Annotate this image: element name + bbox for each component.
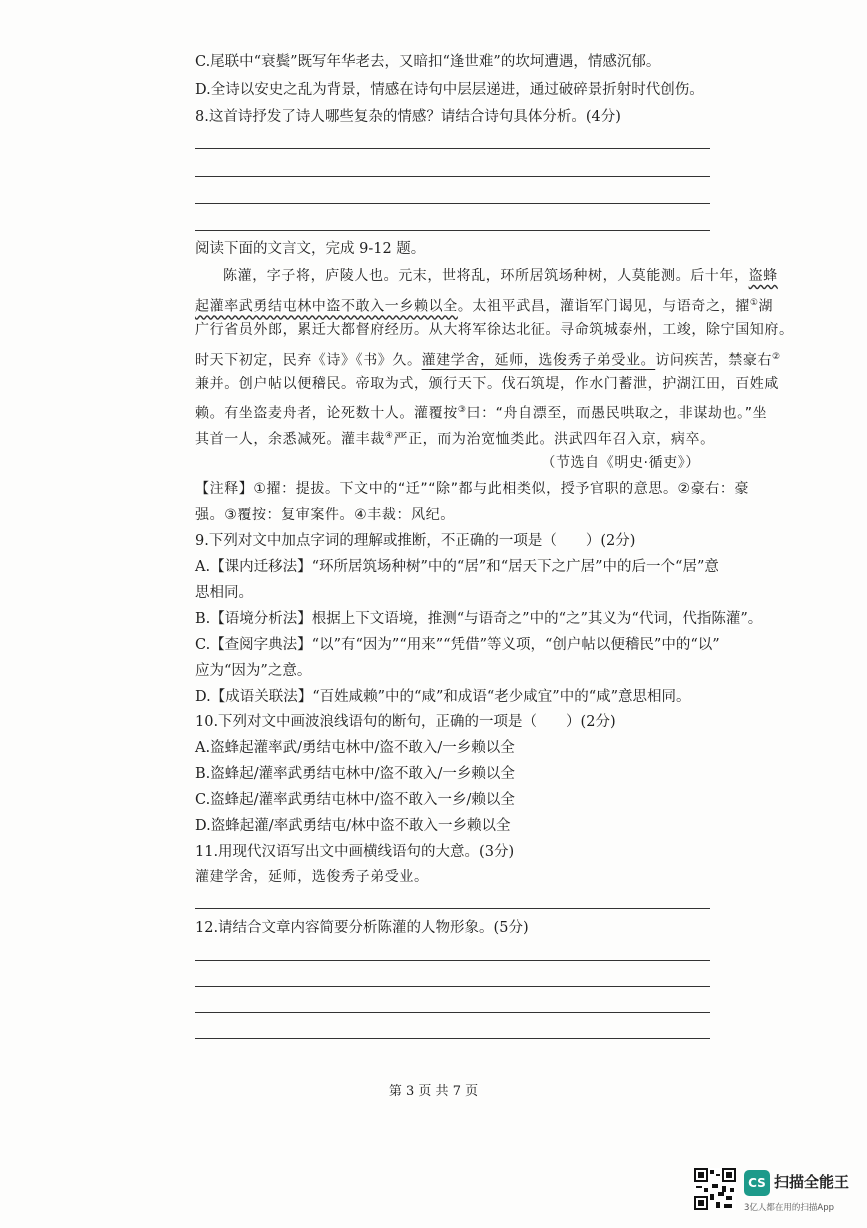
passage-text: 。太祖平武昌，灌诣军门谒见，与语奇之，擢: [457, 298, 750, 315]
wavy-underline-text: 起灌率武勇结屯林中盗不敢入一乡赖以全: [195, 298, 458, 315]
q12-stem: 12.请结合文章内容简要分析陈灌的人物形象。(5分): [195, 920, 529, 936]
answer-line: [195, 230, 710, 231]
camscanner-name: 扫描全能王: [774, 1173, 850, 1191]
answer-line: [195, 176, 710, 177]
wavy-underline-text: 盗蜂: [748, 268, 778, 284]
q7-option-c: C.尾联中“衰鬓”既写年华老去，又暗扣“逢世难”的坎坷遭遇，情感沉郁。: [195, 54, 661, 70]
reading-intro: 阅读下面的文言文，完成 9-12 题。: [195, 241, 426, 257]
qr-code-icon: [694, 1168, 736, 1210]
q9-stem: 9.下列对文中加点字词的理解或推断，不正确的一项是（ ）(2分): [195, 533, 636, 549]
passage-line: [195, 400, 768, 424]
passage-source: （节选自《明史·循吏》）: [541, 455, 700, 471]
note-marker: ④: [384, 431, 394, 441]
camscanner-logo: CS: [744, 1170, 770, 1196]
passage-text: 严正，而为治宽恤类此。洪武四年召入京，病卒。: [393, 431, 715, 448]
page-footer: 第 3 页 共 7 页: [388, 1084, 479, 1099]
q9-option-d: D.【成语关联法】“百姓咸赖”中的“咸”和成语“老少咸宜”中的“咸”意思相同。: [195, 689, 691, 705]
answer-line: [195, 148, 710, 149]
camscanner-slogan: 3亿人都在用的扫描App: [744, 1203, 835, 1213]
note-marker: ②: [772, 352, 781, 362]
passage-line: [195, 347, 781, 371]
q10-stem: 10.下列对文中画波浪线语句的断句，正确的一项是（ ）(2分): [195, 714, 616, 730]
q9-option-a-cont: 思相同。: [195, 585, 253, 601]
passage-text: 其首一人，余悉减死。灌丰裁: [195, 431, 385, 448]
passage-text: 赖。有坐盗麦舟者，论死数十人。灌覆按: [195, 405, 458, 422]
q10-option-b: B.盗蜂起/灌率武勇结屯林中/盗不敢入/一乡赖以全: [195, 766, 515, 782]
q10-option-d: D.盗蜂起灌/率武勇结屯/林中盗不敢入一乡赖以全: [195, 818, 511, 834]
q9-option-c: C.【查阅字典法】“以”有“因为”“用来”“凭借”等义项，“创户帖以便稽民”中的“以”: [195, 637, 720, 653]
answer-line: [195, 960, 710, 961]
answer-line: [195, 986, 710, 987]
note-marker: ③: [457, 405, 467, 415]
answer-line: [195, 908, 710, 909]
q9-option-a: A.【课内迁移法】“环所居筑场种树”中的“居”和“居天下之广居”中的后一个“居”意: [195, 559, 719, 575]
passage-line: [195, 266, 778, 286]
passage-text: 时天下初定，民弃《诗》《书》久。: [195, 352, 422, 369]
answer-line: [195, 1038, 710, 1039]
passage-line: [195, 426, 715, 450]
passage-text: 陈灌，字子将，庐陵人也。元末，世将乱，环所居筑场种树，人莫能测。后十年，: [223, 268, 749, 284]
note-marker: ①: [749, 298, 759, 308]
underlined-sentence: 灌建学舍，延师，选俊秀子弟受业。: [421, 352, 656, 369]
passage-text: 湖: [758, 298, 774, 315]
answer-line: [195, 1012, 710, 1013]
passage-line: [195, 293, 774, 317]
notes-line: 强。③覆按：复审案件。④丰裁：风纪。: [195, 507, 455, 523]
q10-option-c: C.盗蜂起/灌率武勇结屯林中/盗不敢入一乡/赖以全: [195, 792, 515, 808]
q9-option-b: B.【语境分析法】根据上下文语境，推测“与语奇之”中的“之”其义为“代词，代指陈灌”。: [195, 611, 763, 627]
q11-stem: 11.用现代汉语写出文中画横线语句的大意。(3分): [195, 844, 515, 860]
notes-line: 【注释】①擢：提拔。下文中的“迁”“除”都与此相类似，授予官职的意思。②豪右：豪: [195, 481, 750, 497]
q7-option-d: D.全诗以安史之乱为背景，情感在诗句中层层递进，通过破碎景折射时代创伤。: [195, 82, 704, 98]
q9-option-c-cont: 应为“因为”之意。: [195, 663, 312, 679]
passage-text: 曰：“舟自漂至，而愚民哄取之，非谋劫也。”坐: [466, 405, 768, 422]
q11-sentence: 灌建学舍，延师，选俊秀子弟受业。: [195, 869, 429, 885]
answer-line: [195, 203, 710, 204]
passage-text: 访问疾苦，禁豪右: [655, 352, 773, 369]
passage-line: 广行省员外郎，累迁大都督府经历。从大将军徐达北征。寻命筑城泰州，工竣，除宁国知府。: [195, 322, 794, 338]
q8-stem: 8.这首诗抒发了诗人哪些复杂的情感？请结合诗句具体分析。(4分): [195, 109, 621, 125]
q10-option-a: A.盗蜂起灌率武/勇结屯林中/盗不敢入/一乡赖以全: [195, 740, 515, 756]
passage-line: 兼并。创户帖以便稽民。帝取为式，颁行天下。伐石筑堤，作水门蓄泄，护湖江田，百姓咸: [195, 376, 779, 392]
